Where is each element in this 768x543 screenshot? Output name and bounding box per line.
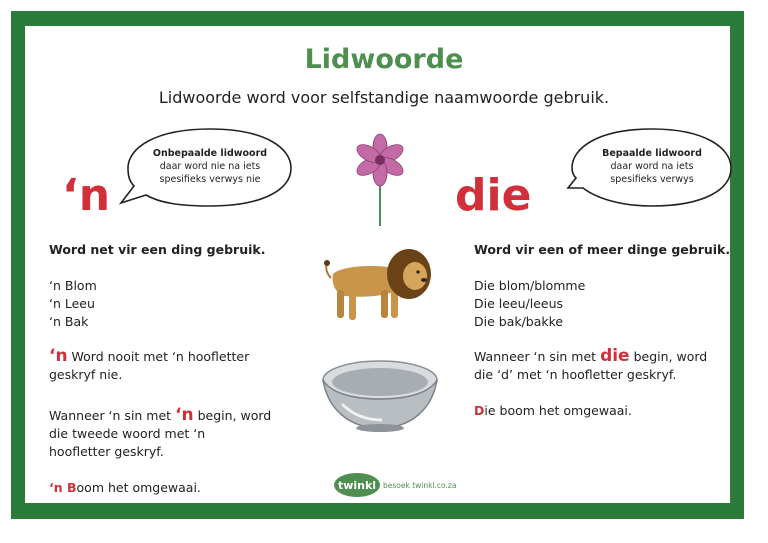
indefinite-usage: Word net vir een ding gebruik. xyxy=(49,242,266,257)
article-highlight: ‘n B xyxy=(49,480,77,495)
bubble-line: spesifieks verwys xyxy=(610,174,694,185)
bowl-icon xyxy=(320,358,440,434)
definite-example-sentence xyxy=(474,402,632,420)
bubble-line: daar word na iets xyxy=(610,161,694,172)
logo-text: twinkl xyxy=(337,479,377,492)
list-item: Die blom/blomme xyxy=(474,278,586,293)
article-highlight: ‘n xyxy=(49,346,68,366)
rule-text: die ‘d’ met ‘n hoofletter geskryf. xyxy=(474,367,677,382)
website-link[interactable]: besoek twinkl.co.za xyxy=(383,481,457,490)
rule-text: begin, word xyxy=(193,408,272,423)
bubble-line: daar word nie na iets xyxy=(159,161,261,172)
definite-examples xyxy=(474,277,585,331)
list-item: ‘n Bak xyxy=(49,314,89,329)
indefinite-article-bubble xyxy=(130,147,290,186)
list-item: Die leeu/leeus xyxy=(474,296,564,311)
example-text: oom het omgewaai. xyxy=(76,480,201,495)
bubble-line: spesifieks verwys nie xyxy=(159,174,261,185)
indefinite-rule-capital xyxy=(49,347,249,384)
indefinite-example-sentence xyxy=(49,479,201,497)
bubble-title: Bepaalde lidwoord xyxy=(602,148,702,159)
definite-rule-sentence-start xyxy=(474,347,707,384)
twinkl-logo-icon[interactable] xyxy=(333,472,381,498)
article-highlight: D xyxy=(474,403,485,418)
page-subtitle: Lidwoorde word voor selfstandige naamwoorde gebruik. xyxy=(158,88,610,107)
list-item: ‘n Blom xyxy=(49,278,97,293)
indefinite-article: ‘n xyxy=(62,170,111,221)
rule-text: begin, word xyxy=(629,349,708,364)
example-text: ie boom het omgewaai. xyxy=(484,403,632,418)
list-item: ‘n Leeu xyxy=(49,296,95,311)
rule-text: Wanneer ‘n sin met xyxy=(474,349,601,364)
flower-icon xyxy=(350,132,410,228)
indefinite-examples xyxy=(49,277,97,331)
article-highlight: ‘n xyxy=(175,405,194,425)
list-item: Die bak/bakke xyxy=(474,314,564,329)
rule-text: hoofletter geskryf. xyxy=(49,444,164,459)
page-title: Lidwoorde xyxy=(304,44,464,75)
indefinite-rule-sentence-start xyxy=(49,406,271,461)
rule-text: die tweede woord met ‘n xyxy=(49,426,206,441)
lion-icon xyxy=(323,244,435,326)
rule-text: geskryf nie. xyxy=(49,367,123,382)
rule-text: Wanneer ‘n sin met xyxy=(49,408,176,423)
bubble-title: Onbepaalde lidwoord xyxy=(152,148,268,159)
definite-article-bubble xyxy=(572,147,732,186)
definite-article: die xyxy=(455,170,532,221)
definite-usage: Word vir een of meer dinge gebruik. xyxy=(474,242,731,257)
rule-text: Word nooit met ‘n hoofletter xyxy=(67,349,250,364)
article-highlight: die xyxy=(600,346,630,366)
